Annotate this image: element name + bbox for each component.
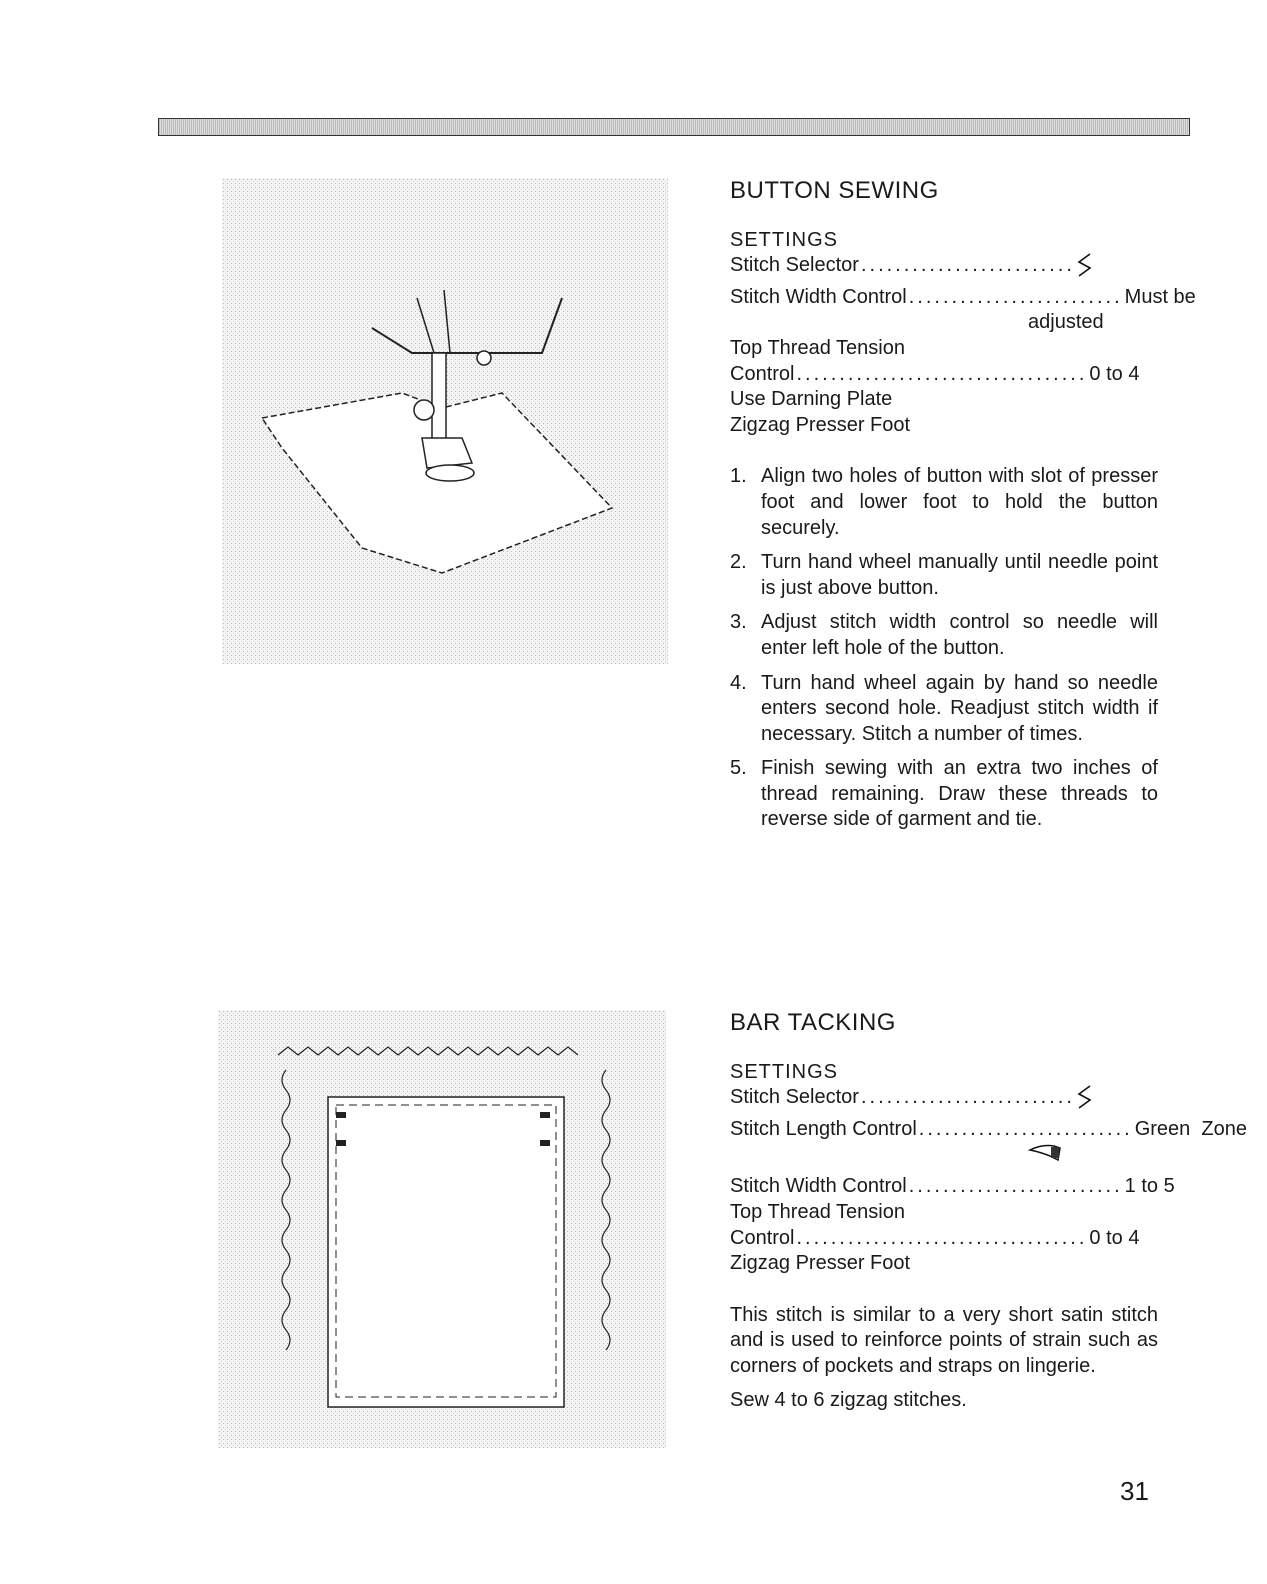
instruction: Sew 4 to 6 zigzag stitches. bbox=[730, 1388, 967, 1411]
button-sewing-section: BUTTON SEWING SETTINGS Stitch Selector ......................... Stitch Width Control ......................... Must be adjusted Top Thread Tension Control .................................. 0 to 4 Use Darning Plate Zigzag Presser Foot 1. Align two holes of button with slot of presser foot and lower foot to hold the button securely. 2. Turn hand wheel manually until needle point is just above button. 3. Adjust stitch width control so needle will enter left hole of the button. 4. Turn hand wheel again by hand so needle enters second hole. Readjust stitch width if necessary. Stitch a number of times. 5. Finish sewing with an extra two inches of thread remaining. Draw these threads to reverse side of garment and tie. bbox=[730, 178, 1158, 842]
header-rule bbox=[158, 118, 1190, 136]
setting-row: Stitch Length Control ......................... Green Zone bbox=[730, 1117, 1247, 1140]
setting-row: Stitch Selector ......................... bbox=[730, 1085, 1158, 1117]
section-title: BUTTON SEWING bbox=[730, 177, 939, 204]
section-title: BAR TACKING bbox=[730, 1009, 896, 1036]
settings-title: SETTINGS bbox=[730, 228, 839, 251]
zigzag-stitch-icon bbox=[1077, 1085, 1209, 1117]
zigzag-stitch-icon bbox=[1077, 253, 1209, 285]
setting-row: Control .................................. 0 to 4 bbox=[730, 1226, 1140, 1249]
green-zone-dial-icon bbox=[730, 1142, 1158, 1174]
list-item: 5. Finish sewing with an extra two inches of thread remaining. Draw these threads to reverse side of garment and tie. bbox=[730, 757, 1158, 831]
list-item: 3. Adjust stitch width control so needle will enter left hole of the button. bbox=[730, 611, 1158, 659]
list-item: 4. Turn hand wheel again by hand so needle enters second hole. Readjust stitch width if necessary. Stitch a number of times. bbox=[730, 671, 1158, 745]
setting-row: Stitch Width Control ......................... Must be bbox=[730, 285, 1196, 308]
setting-row: Control .................................. 0 to 4 bbox=[730, 362, 1140, 385]
settings-title: SETTINGS bbox=[730, 1060, 839, 1083]
description: This stitch is similar to a very short satin stitch and is used to reinforce points of strain such as corners of pockets and straps on lingerie. bbox=[730, 1303, 1158, 1377]
setting-row: Stitch Selector ......................... bbox=[730, 253, 1158, 285]
list-item: 1. Align two holes of button with slot of presser foot and lower foot to hold the button securely. bbox=[730, 465, 1158, 539]
bar-tacking-illustration bbox=[218, 1010, 666, 1448]
list-item: 2. Turn hand wheel manually until needle point is just above button. bbox=[730, 551, 1158, 599]
button-sewing-illustration bbox=[222, 178, 668, 664]
page-number: 31 bbox=[1120, 1476, 1149, 1506]
bar-tacking-section: BAR TACKING SETTINGS Stitch Selector ......................... Stitch Length Control ......................... Green Zone Stitch Width Control ......................... 1 to 5 Top Thread Tension Control .................................. 0 to 4 Zigzag Presser Foot This stitch is similar to a very short satin stitch and is used to reinforce points of strain such as corners of pockets and straps on lingerie. Sew 4 to 6 zigzag stitches. bbox=[730, 1010, 1158, 1413]
steps-list bbox=[730, 464, 1158, 833]
setting-row: Stitch Width Control ......................... 1 to 5 bbox=[730, 1175, 1175, 1198]
